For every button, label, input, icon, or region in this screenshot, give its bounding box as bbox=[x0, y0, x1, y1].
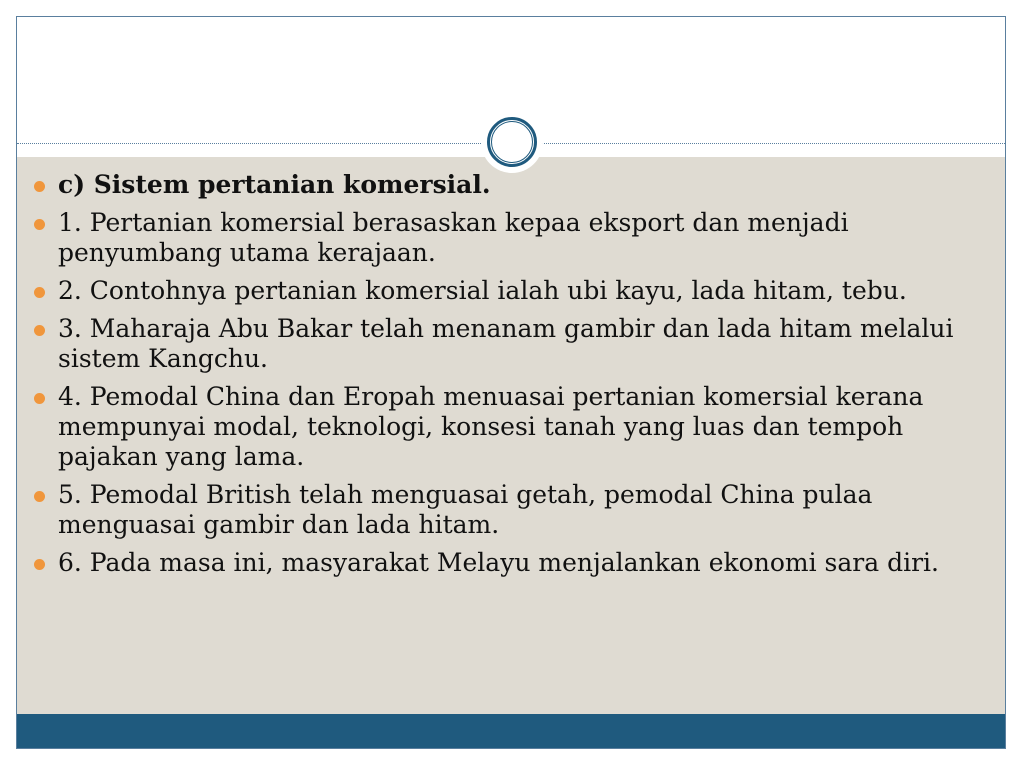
bullet-text: 6. Pada masa ini, masyarakat Melayu menjalankan ekonomi sara diri. bbox=[58, 548, 939, 577]
bullet-dot-icon bbox=[34, 219, 45, 230]
bullet-dot-icon bbox=[34, 287, 45, 298]
bullet-item-heading bbox=[30, 170, 970, 200]
bullet-text: 2. Contohnya pertanian komersial ialah ubi kayu, lada hitam, tebu. bbox=[58, 276, 907, 305]
divider-circle-inner-ring bbox=[491, 121, 533, 163]
bullet-text: 3. Maharaja Abu Bakar telah menanam gambir dan lada hitam melalui sistem Kangchu. bbox=[58, 314, 954, 373]
bullet-dot-icon bbox=[34, 393, 45, 404]
footer-bar bbox=[17, 714, 1005, 748]
bullet-dot-icon bbox=[34, 325, 45, 336]
bullet-text: 1. Pertanian komersial berasaskan kepaa eksport dan menjadi penyumbang utama kerajaan. bbox=[58, 208, 849, 267]
bullet-dot-icon bbox=[34, 559, 45, 570]
bullet-item bbox=[30, 548, 970, 578]
bullet-item bbox=[30, 208, 970, 268]
bullet-text: c) Sistem pertanian komersial. bbox=[58, 170, 491, 199]
bullet-item bbox=[30, 314, 970, 374]
bullet-dot-icon bbox=[34, 491, 45, 502]
bullet-item bbox=[30, 382, 970, 472]
bullet-item bbox=[30, 276, 970, 306]
bullet-item bbox=[30, 480, 970, 540]
bullet-list bbox=[30, 170, 970, 586]
bullet-text: 5. Pemodal British telah menguasai getah, pemodal China pulaa menguasai gambir dan lada hitam. bbox=[58, 480, 873, 539]
bullet-text: 4. Pemodal China dan Eropah menuasai pertanian komersial kerana mempunyai modal, teknologi, konsesi tanah yang luas dan tempoh pajakan yang lama. bbox=[58, 382, 924, 471]
bullet-dot-icon bbox=[34, 181, 45, 192]
